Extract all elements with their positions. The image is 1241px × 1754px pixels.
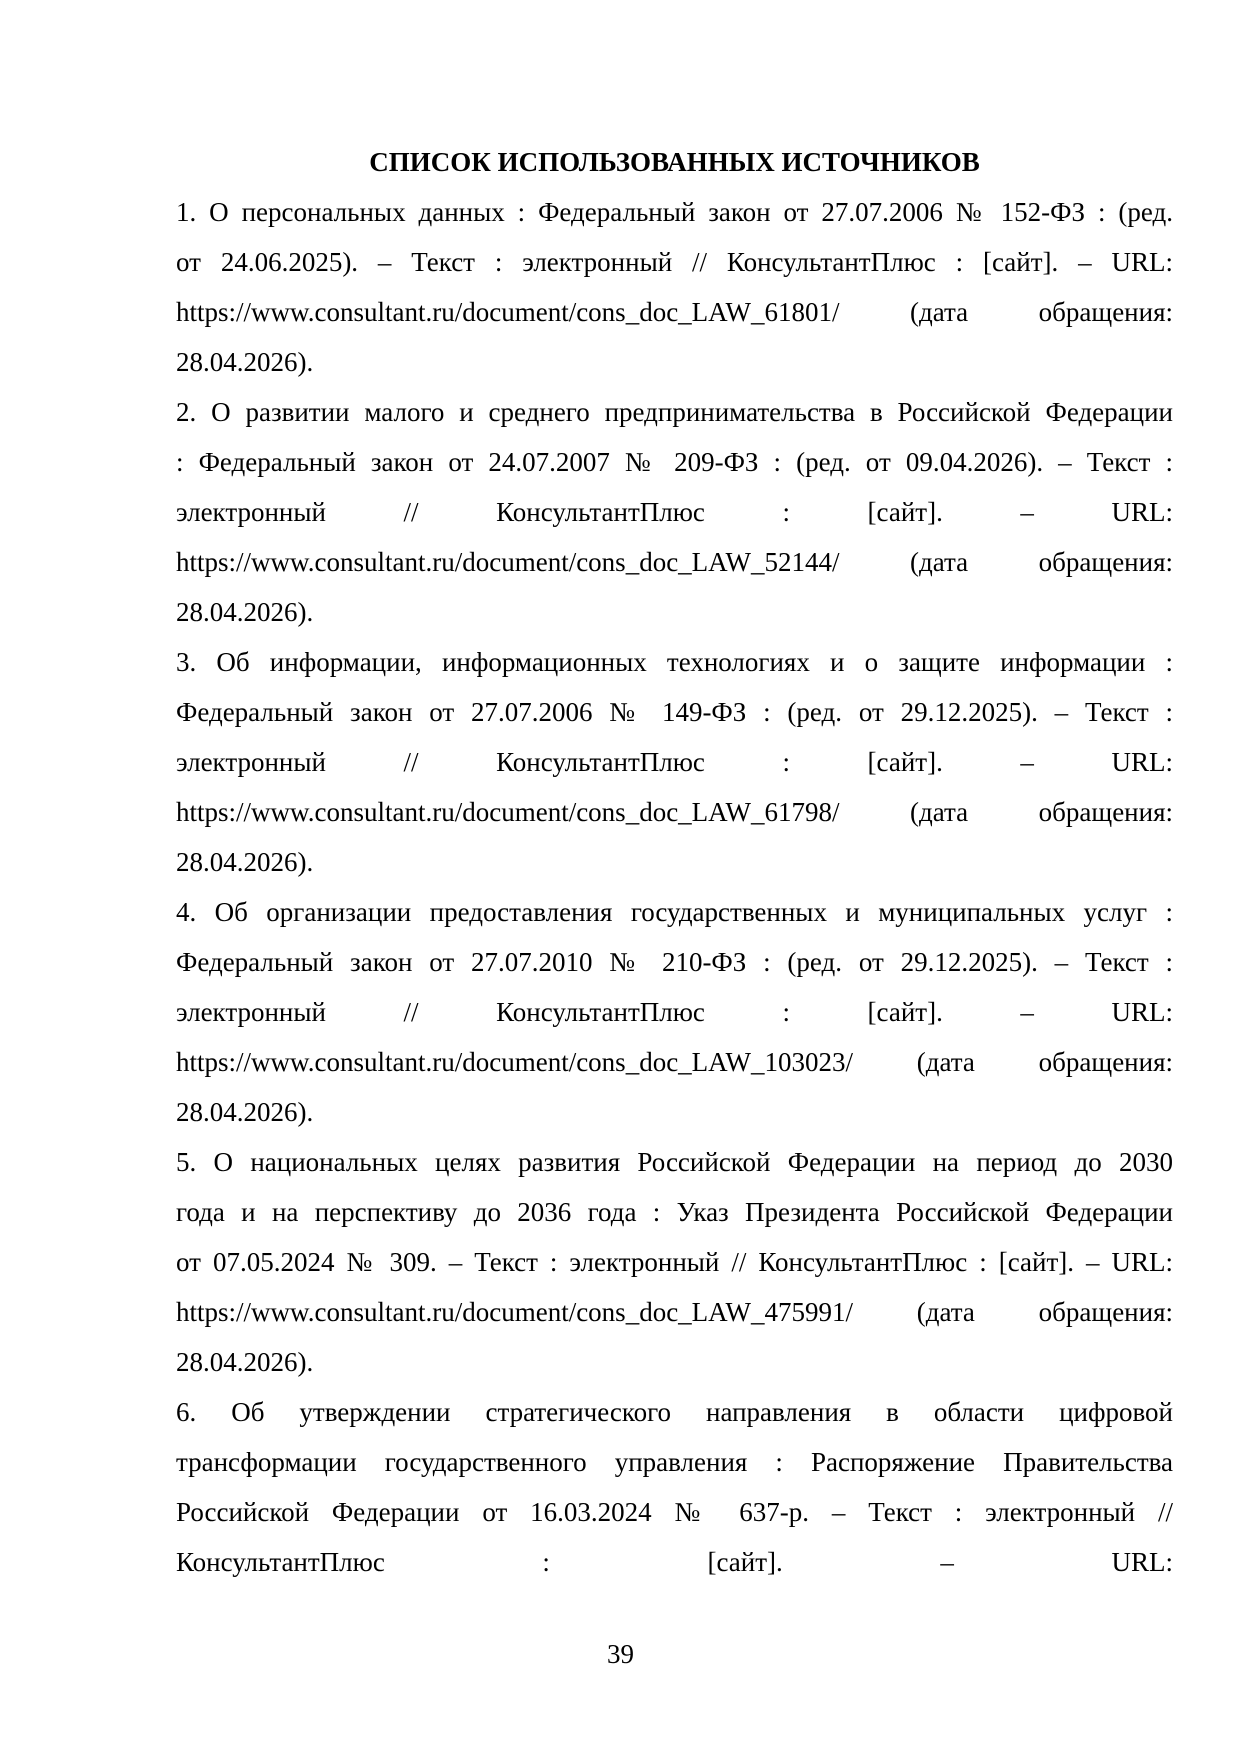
reference-item [176,887,1173,1137]
reference-item [176,1137,1173,1387]
reference-line: от 24.06.2025). – Текст : электронный // КонсультантПлюс : [сайт]. – URL: [176,247,1173,277]
reference-line: 5. О национальных целях развития Российской Федерации на период до 2030 [176,1147,1173,1177]
reference-line: 28.04.2026). [176,347,314,377]
reference-line: https://www.consultant.ru/document/cons_doc_LAW_52144/ (дата обращения: [176,547,1173,577]
reference-line: 28.04.2026). [176,1097,314,1127]
reference-line: 2. О развитии малого и среднего предпринимательства в Российской Федерации [176,397,1173,427]
reference-item [176,187,1173,387]
reference-line: 6. Об утверждении стратегического направления в области цифровой [176,1397,1173,1427]
references-heading: СПИСОК ИСПОЛЬЗОВАННЫХ ИСТОЧНИКОВ [369,147,980,177]
reference-line: 28.04.2026). [176,597,314,627]
reference-line: https://www.consultant.ru/document/cons_doc_LAW_61798/ (дата обращения: [176,797,1173,827]
reference-line: электронный // КонсультантПлюс : [сайт]. – URL: [176,997,1173,1027]
reference-line: от 07.05.2024 № 309. – Текст : электронный // КонсультантПлюс : [сайт]. – URL: [176,1247,1173,1277]
reference-line: Федеральный закон от 27.07.2010 № 210-ФЗ : (ред. от 29.12.2025). – Текст : [176,947,1173,977]
reference-line: https://www.consultant.ru/document/cons_doc_LAW_61801/ (дата обращения: [176,297,1173,327]
page-number: 39 [607,1639,634,1669]
reference-line: 1. О персональных данных : Федеральный закон от 27.07.2006 № 152-ФЗ : (ред. [176,197,1173,227]
reference-line: КонсультантПлюс : [сайт]. – URL: [176,1547,1173,1577]
reference-line: https://www.consultant.ru/document/cons_doc_LAW_103023/ (дата обращения: [176,1047,1173,1077]
reference-line: https://www.consultant.ru/document/cons_doc_LAW_475991/ (дата обращения: [176,1297,1173,1327]
reference-line: электронный // КонсультантПлюс : [сайт]. – URL: [176,497,1173,527]
references-list [176,187,1173,1587]
reference-line: Федеральный закон от 27.07.2006 № 149-ФЗ : (ред. от 29.12.2025). – Текст : [176,697,1173,727]
reference-item [176,1387,1173,1587]
reference-line: 3. Об информации, информационных технологиях и о защите информации : [176,647,1173,677]
reference-line: года и на перспективу до 2036 года : Указ Президента Российской Федерации [176,1197,1173,1227]
reference-line: Российской Федерации от 16.03.2024 № 637-р. – Текст : электронный // [176,1497,1173,1527]
reference-line: 28.04.2026). [176,847,314,877]
reference-line: электронный // КонсультантПлюс : [сайт]. – URL: [176,747,1173,777]
reference-line: : Федеральный закон от 24.07.2007 № 209-ФЗ : (ред. от 09.04.2026). – Текст : [176,447,1173,477]
reference-line: 4. Об организации предоставления государственных и муниципальных услуг : [176,897,1173,927]
reference-item [176,387,1173,637]
reference-item [176,637,1173,887]
reference-line: 28.04.2026). [176,1347,314,1377]
reference-line: трансформации государственного управления : Распоряжение Правительства [176,1447,1173,1477]
